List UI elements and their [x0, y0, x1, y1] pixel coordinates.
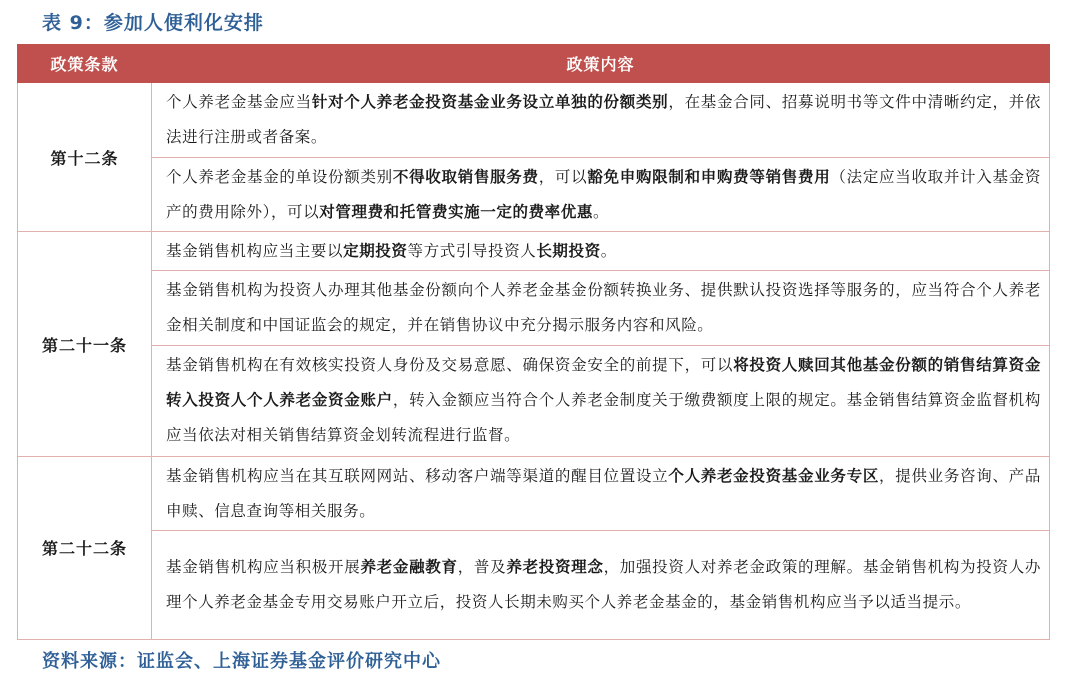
bold-text: 不得收取销售服务费: [392, 167, 539, 186]
policy-table: [17, 44, 1050, 640]
bold-text: 长期投资: [536, 241, 601, 260]
table-header-row: [18, 45, 1050, 83]
text-segment: 。: [592, 202, 610, 221]
content-cell: [152, 83, 1050, 158]
header-content: 政策内容: [152, 45, 1050, 83]
table-row: [18, 456, 1050, 531]
text-segment: ，在基金合同、招募说明书等文件中清晰约定，并依法进行注册或者备案。: [166, 92, 1042, 146]
bold-text: 养老投资理念: [506, 558, 604, 577]
bold-text: 对管理费和托管费实施一定的费率优惠: [319, 202, 593, 221]
text-segment: 。: [600, 241, 617, 260]
table-row: [18, 232, 1050, 271]
text-segment: 基金销售机构应当在其互联网网站、移动客户端等渠道的醒目位置设立: [166, 466, 669, 485]
table-row: [18, 271, 1050, 346]
text-segment: 基金销售机构应当主要以: [166, 241, 344, 260]
content-cell: [152, 232, 1050, 271]
table-row: [18, 531, 1050, 640]
text-segment: 基金销售机构应当积极开展: [166, 558, 361, 577]
text-segment: ，可以: [538, 167, 588, 186]
clause-cell: 第二十二条: [18, 456, 152, 639]
text-segment: 基金销售机构为投资人办理其他基金份额向个人养老金基金份额转换业务、提供默认投资选择等服务的，应当符合个人养老金相关制度和中国证监会的规定，并在销售协议中充分揭示服务内容和风险。: [166, 281, 1041, 335]
text-segment: 等方式引导投资人: [407, 241, 537, 260]
text-segment: ，加强投资人对养老金政策的理解。基金销售机构为投资人办理个人养老金基金专用交易账户开立后，投资人长期未购买个人养老金基金的，基金销售机构应当予以适当提示。: [166, 558, 1041, 612]
bold-text: 针对个人养老金投资基金业务设立单独的份额类别: [311, 92, 669, 111]
header-clause: 政策条款: [18, 45, 152, 83]
content-cell: [152, 456, 1050, 531]
text-segment: 个人养老金基金应当: [166, 92, 312, 111]
bold-text: 豁免申购限制和申购费等销售费用: [587, 167, 831, 186]
text-segment: ，转入金额应当符合个人养老金制度关于缴费额度上限的规定。基金销售结算资金监督机构应当依法对相关销售结算资金划转流程进行监督。: [166, 391, 1041, 445]
source-note: 资料来源：证监会、上海证券基金评价研究中心: [42, 651, 441, 672]
content-cell: [152, 271, 1050, 346]
content-cell: [152, 346, 1050, 457]
bold-text: 养老金融教育: [360, 558, 458, 577]
content-cell: [152, 157, 1050, 232]
text-segment: ，提供业务咨询、产品申赎、信息查询等相关服务。: [166, 466, 1041, 520]
text-segment: （法定应当收取并计入基金资产的费用除外），可以: [166, 167, 1041, 221]
table-body: [18, 83, 1050, 640]
text-segment: 个人养老金基金的单设份额类别: [166, 167, 393, 186]
content-cell: [152, 531, 1050, 640]
text-segment: ，普及: [457, 558, 507, 577]
bold-text: 将投资人赎回其他基金份额的销售结算资金转入投资人个人养老金资金账户: [166, 356, 1041, 410]
bold-text: 定期投资: [343, 241, 408, 260]
clause-cell: 第十二条: [18, 83, 152, 232]
text-segment: 基金销售机构在有效核实投资人身份及交易意愿、确保资金安全的前提下，可以: [166, 356, 734, 375]
table-row: [18, 83, 1050, 158]
table-title: 表 9：参加人便利化安排: [42, 12, 264, 34]
table-row: [18, 346, 1050, 457]
clause-cell: 第二十一条: [18, 232, 152, 456]
bold-text: 个人养老金投资基金业务专区: [668, 466, 880, 485]
table-row: [18, 157, 1050, 232]
